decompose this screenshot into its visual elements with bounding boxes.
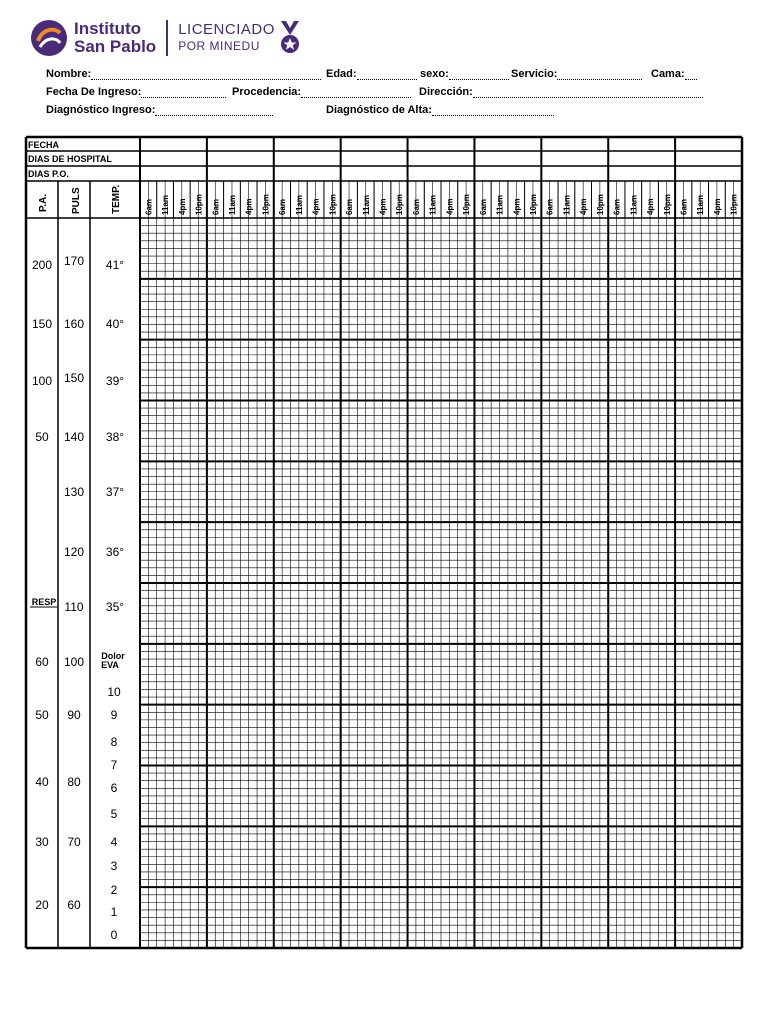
time-label: 4pm [712,198,722,215]
time-label: 11am [161,194,171,215]
institute-name-line2: San Pablo [74,37,157,56]
time-label: 11am [294,194,304,215]
time-label: 11am [696,194,706,215]
edad-label: Edad: [326,68,357,80]
pa-value: 200 [31,258,53,272]
time-label: 6am [278,198,288,215]
time-label: 11am [227,194,237,215]
eva-value: 3 [110,859,118,873]
puls-value: 160 [63,317,85,331]
pa-value: 30 [35,835,49,849]
pa-value: 100 [31,374,53,388]
time-label: 10pm [261,194,271,215]
institute-name-line1: Instituto [74,19,142,38]
time-label: 4pm [378,198,388,215]
puls-value: 70 [67,835,81,849]
time-label: 6am [478,198,488,215]
dias-po-row-label: DIAS P.O. [28,169,69,179]
temp-value: 38° [105,430,125,444]
pa-value: 40 [35,775,49,789]
puls-value: 100 [63,655,85,669]
time-label: 6am [612,198,622,215]
licenciado-label: LICENCIADO [178,21,275,38]
time-label: 4pm [579,198,589,215]
temp-value: 39° [105,374,125,388]
pa-value: 50 [35,708,49,722]
nombre-label: Nombre: [46,68,92,80]
pa-value: 60 [35,655,49,669]
puls-value: 110 [64,600,84,614]
temp-value: 40° [105,317,125,331]
diag-alta-label: Diagnóstico de Alta: [326,104,432,116]
resp-label: RESP [31,597,57,607]
eva-value: 2 [110,883,118,897]
eva-value: 4 [110,835,118,849]
time-label: 4pm [646,198,656,215]
temp-value: 37° [105,485,125,499]
temp-column-header: TEMP. [111,184,122,214]
puls-value: 90 [67,708,81,722]
puls-value: 150 [63,371,85,385]
time-label: 4pm [244,198,254,215]
pa-value: 150 [31,317,53,331]
time-label: 10pm [729,194,739,215]
puls-value: 170 [63,254,85,268]
time-label: 10pm [528,194,538,215]
temp-value: 36° [105,545,125,559]
time-label: 6am [545,198,555,215]
pa-value: 50 [35,430,49,444]
cama-label: Cama: [651,68,685,80]
servicio-label: Servicio: [511,68,558,80]
puls-value: 60 [67,898,81,912]
time-label: 11am [361,194,371,215]
dolor-label: Dolor [101,651,125,661]
eva-value: 8 [110,735,118,749]
dias-hospital-row-label: DIAS DE HOSPITAL [28,154,112,164]
eva-value: 10 [107,685,121,699]
time-label: 6am [144,198,154,215]
time-label: 6am [411,198,421,215]
temp-value: 41° [105,258,125,272]
time-label: 10pm [462,194,472,215]
pa-value: 20 [35,898,49,912]
puls-value: 140 [63,430,85,444]
puls-value: 80 [67,775,81,789]
fecha-ingreso-label: Fecha De Ingreso: [46,86,142,98]
eva-value: 6 [110,781,118,795]
time-label: 11am [428,194,438,215]
sexo-label: sexo: [420,68,449,80]
direccion-label: Dirección: [419,86,473,98]
time-label: 6am [345,198,355,215]
diag-ingreso-label: Diagnóstico Ingreso: [46,104,156,116]
time-label: 6am [679,198,689,215]
eva-label: EVA [101,660,119,670]
time-label: 10pm [194,194,204,215]
time-label: 4pm [311,198,321,215]
time-label: 10pm [328,194,338,215]
eva-value: 0 [110,928,118,942]
time-label: 10pm [662,194,672,215]
temp-value: 35° [105,600,125,614]
time-label: 6am [211,198,221,215]
puls-value: 120 [63,545,85,559]
eva-value: 9 [110,708,118,722]
time-label: 11am [629,194,639,215]
eva-value: 5 [110,807,118,821]
puls-column-header: PULS [71,187,82,214]
time-label: 10pm [595,194,605,215]
time-label: 4pm [512,198,522,215]
time-label: 11am [562,194,572,215]
eva-value: 7 [110,758,118,772]
por-minedu-label: POR MINEDU [178,39,260,53]
fecha-row-label: FECHA [28,140,59,150]
time-label: 4pm [177,198,187,215]
puls-value: 130 [63,485,85,499]
time-label: 10pm [395,194,405,215]
time-label: 4pm [445,198,455,215]
eva-value: 1 [110,905,118,919]
time-label: 11am [495,194,505,215]
pa-column-header: P.A. [38,193,49,212]
procedencia-label: Procedencia: [232,86,302,98]
